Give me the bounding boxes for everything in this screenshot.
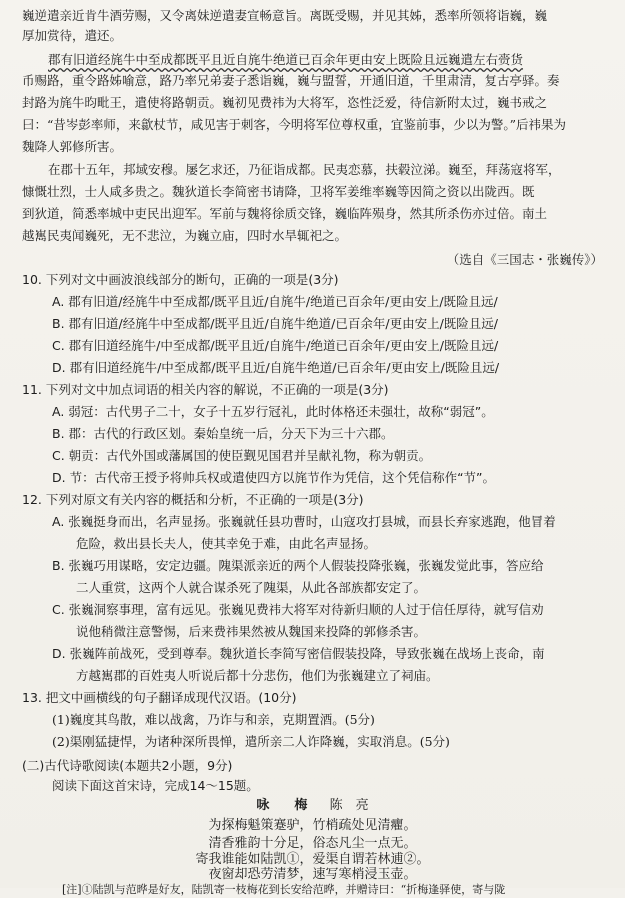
q12-option-c[interactable]: C. 张巍洞察事理，富有远见。张巍见费祎大将军对待新归顺的人过于信任厚待，就写信劝 [52, 602, 544, 617]
poem-line-4: 夜窗却恐劳清梦，速写寒梢浸玉壶。 [208, 867, 417, 882]
q12-option-a[interactable]: A. 张巍挺身而出，名声显扬。张巍就任县功曹时，山寇攻打县城，而县长弃家逃跑，他冒着 [52, 514, 556, 529]
q12-option-a-cont: 危险，救出县长夫人，使其幸免于难，由此名声显扬。 [76, 536, 377, 551]
q12-option-d-cont: 方越嶲郡的百姓夷人听说后都十分悲伤，他们为张巍建立了祠庙。 [76, 668, 439, 683]
q11-option-b[interactable]: B. 郡：古代的行政区划。秦始皇统一后，分天下为三十六郡。 [52, 426, 394, 441]
q11-option-d[interactable]: D. 节：古代帝王授予将帅兵权或遣使四方以旄节作为凭信，这个凭信称作“节”。 [52, 470, 496, 485]
q10-option-a[interactable]: A. 郡有旧道/经旄牛中至成都/既平且近/自旄牛/绝道已百余年/更由安上/既险且远/ [52, 294, 498, 309]
passage-line-10: 到狄道，简悉率城中吏民出迎军。军前与魏将徐质交锋，巍临阵殒身，然其所杀伤亦过倍。南土 [22, 206, 548, 221]
q12-stem: 12. 下列对原文有关内容的概括和分析，不正确的一项是(3分) [22, 492, 364, 507]
q12-option-b-cont: 二人重赏，这两个人就合谋杀死了隗渠，从此各部族都安定了。 [76, 580, 427, 595]
poem-author: 陈 亮 [329, 798, 369, 813]
passage-line-8: 在郡十五年，邦域安穆。屡乞求还，乃征诣成都。民夷恋慕，扶毂泣涕。巍至，拜荡寇将军， [48, 162, 561, 177]
q13-stem: 13. 把文中画横线的句子翻译成现代汉语。(10分) [22, 690, 297, 705]
poem-line-3: 寄我谁能如陆凯①，爱渠自谓若林逋②。 [195, 852, 430, 867]
passage-line-4: 币赐路，重令路姊喻意，路乃率兄弟妻子悉诣巍，巍与盟誓，开通旧道，千里肃清，复古亭驿。奏 [22, 73, 560, 88]
q10-option-b[interactable]: B. 郡有旧道/经旄牛中至成都/既平且近/自旄牛绝道/已百余年/更由安上/既险且远/ [52, 316, 499, 331]
q10-stem: 10. 下列对文中画波浪线部分的断句，正确的一项是(3分) [22, 272, 339, 287]
q12-option-b[interactable]: B. 张巍巧用谋略，安定边疆。隗渠派亲近的两个人假装投降张巍，张巍发觉此事，答应给 [52, 558, 544, 573]
section2-instruction: 阅读下面这首宋诗，完成14～15题。 [52, 778, 259, 793]
q10-option-c[interactable]: C. 郡有旧道经旄牛/中至成都/既平且近/自旄牛/绝道已百余年/更由安上/既险且远/ [52, 338, 499, 353]
q11-stem: 11. 下列对文中加点词语的相关内容的解说，不正确的一项是(3分) [22, 382, 389, 397]
q11-option-c[interactable]: C. 朝贡：古代外国或藩属国的使臣觐见国君并呈献礼物，称为朝贡。 [52, 448, 432, 463]
passage-line-11: 越嶲民夷闻巍死，无不悲泣，为巍立庙，四时水旱辄祀之。 [22, 228, 348, 243]
passage-line-9: 慷慨壮烈，士人咸多贵之。魏狄道长李简密书请降，卫将军姜维率巍等因简之资以出陇西。既 [22, 184, 535, 199]
poem-header [0, 798, 625, 814]
passage-line-6: 曰：“昔岑彭率师，来歙杖节，咸见害于刺客，今明将军位尊权重，宜鉴前事，少以为警。”后祎果为 [22, 117, 567, 132]
q11-option-a[interactable]: A. 弱冠：古代男子二十，女子十五岁行冠礼，此时体格还未强壮，故称“弱冠”。 [52, 404, 494, 419]
poem-line-1: 为探梅魁策蹇驴，竹梢疏处见清癯。 [208, 818, 417, 833]
q10-option-d[interactable]: D. 郡有旧道经旄牛/中至成都/既平且近/自旄牛绝道/已百余年/更由安上/既险且远/ [52, 360, 500, 375]
passage-line-2: 厚加赏待，遣还。 [22, 28, 123, 43]
passage-line-5: 封路为旄牛昀毗王，遣使将路朝贡。巍初见费祎为大将军，恣性泛爱，待信新附太过，巍书戒之 [22, 95, 548, 110]
poem-title: 咏 梅 [256, 798, 314, 813]
passage-source: （选自《三国志・张巍传》） [446, 252, 603, 267]
section2-heading: (二)古代诗歌阅读(本题共2小题，9分) [22, 758, 233, 773]
passage-line-7: 魏降人郭修所害。 [22, 139, 123, 154]
passage-line-1: 巍逆遣亲近肯牛酒劳赐，又令离妹逆遣妻宣畅意旨。离既受赐，并见其姊，悉率所领将诣巍，巍 [22, 8, 548, 23]
q12-option-c-cont: 说他稍微注意警惕，后来费祎果然被从魏国来投降的郭修杀害。 [76, 624, 427, 639]
poem-note: [注]①陆凯与范晔是好友，陆凯寄一枝梅花到长安给范晔，并赠诗曰：“折梅逢驿使，寄与陇 [62, 883, 506, 896]
q13-item-2: (2)渠刚猛捷悍，为诸种深所畏惮，遣所亲二人诈降巍，实取消息。(5分) [52, 734, 450, 749]
poem-line-2: 清香雅韵十分足，俗态凡尘一点无。 [208, 836, 417, 851]
passage-wavy-sentence: 郡有旧道经旄牛中至成都既平且近自旄牛绝道已百余年更由安上既险且远巍遣左右赍货 [48, 52, 524, 67]
q13-item-1: (1)巍度其鸟散，难以战禽，乃诈与和亲，克期置酒。(5分) [52, 712, 375, 727]
q12-option-d[interactable]: D. 张巍阵前战死，受到尊奉。魏狄道长李简写密信假装投降，导致张巍在战场上丧命，南 [52, 646, 545, 661]
